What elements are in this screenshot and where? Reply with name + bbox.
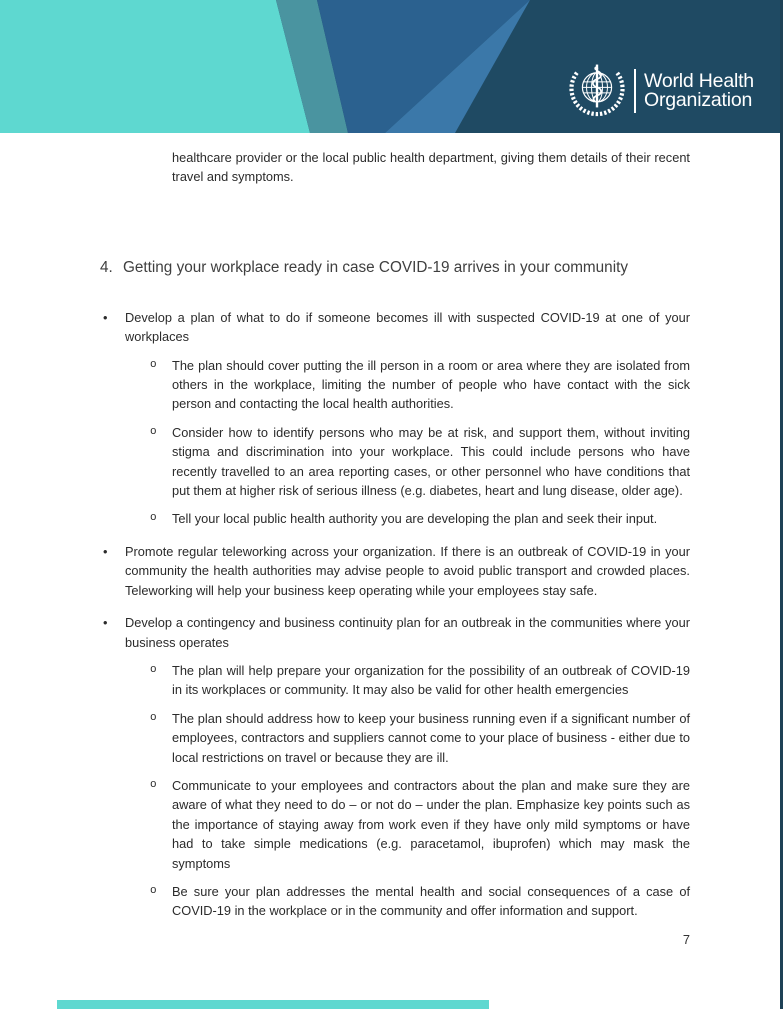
who-logo [566, 58, 754, 124]
sub-bullet-marker: o [150, 358, 157, 371]
bullet-text: Promote regular teleworking across your organization. If there is an outbreak of COVID-19 in your community the health authorities may advise people to avoid public transport and crowded places. Teleworking will help your business keep operating while your employees stay safe. [125, 543, 690, 598]
sub-bullet-text: Be sure your plan addresses the mental health and social consequences of a case of COVID-19 in the workplace or in the community and offer information and support. [172, 883, 690, 919]
sub-bullet-item [0, 356, 783, 414]
who-wordmark-line2: Organization [644, 89, 753, 111]
bullet-marker: • [103, 309, 108, 325]
sub-bullet-text: Consider how to identify persons who may be at risk, and support them, without inviting stigma and discrimination into your workplace. This could include persons who have recently travelled to an area reporting cases, or other personnel who have conditions that put them at higher risk of serious illness (e.g. diabetes, heart and lung disease, older age). [172, 424, 690, 499]
sub-bullet-marker: o [150, 512, 157, 525]
bullet-item [0, 613, 783, 652]
sub-bullet-item [0, 776, 783, 873]
sub-bullet-text: Tell your local public health authority you are developing the plan and seek their input. [172, 511, 658, 527]
who-wordmark-line1: World Health [644, 69, 754, 92]
section-heading [100, 257, 690, 279]
sub-bullet-marker: o [150, 425, 157, 438]
sub-bullet-marker: o [150, 663, 157, 676]
sub-bullet-text: The plan should address how to keep your business running even if a significant number of employees, contractors and suppliers cannot come to your place of business - either due to local restrictions on travel or because they are ill. [172, 710, 690, 765]
who-emblem-icon [566, 60, 628, 122]
footer-accent-bar [57, 1000, 489, 1009]
logo-divider [634, 69, 636, 113]
sub-bullet-item [0, 509, 783, 528]
page-number: 7 [682, 932, 690, 947]
bullet-item [0, 542, 783, 600]
sub-bullet-marker: o [150, 778, 157, 791]
sub-bullet-item [0, 661, 783, 700]
section-title: Getting your workplace ready in case COVID-19 arrives in your community [123, 258, 628, 276]
header-banner [0, 0, 783, 133]
intro-paragraph: healthcare provider or the local public health department, giving them details of their recent travel and symptoms. [172, 150, 690, 185]
section-number: 4. [100, 258, 113, 276]
sub-bullet-marker: o [150, 884, 157, 897]
sub-bullet-marker: o [150, 711, 157, 724]
sub-bullet-text: The plan should cover putting the ill person in a room or area where they are isolated from others in the workplace, limiting the number of people who have contact with the sick person and contacting the local health authorities. [172, 357, 690, 412]
sub-bullet-item [0, 423, 783, 501]
sub-bullet-item [0, 882, 783, 921]
bullet-item [0, 308, 783, 347]
sub-bullet-text: The plan will help prepare your organization for the possibility of an outbreak of COVID-19 in its workplaces or community. It may also be valid for other health emergencies [172, 662, 690, 698]
document-content [0, 133, 783, 921]
sub-bullet-text: Communicate to your employees and contractors about the plan and make sure they are aware of what they need to do – or not do – under the plan. Emphasize key points such as the importance of staying away from work even if they have only mild symptoms or have had to take simple medications (e.g. paracetamol, ibuprofen) which may mask the symptoms [172, 777, 690, 871]
bullet-text: Develop a plan of what to do if someone becomes ill with suspected COVID-19 at one of your workplaces [125, 309, 690, 345]
bullet-marker: • [103, 615, 108, 631]
who-wordmark [644, 69, 754, 111]
bullet-marker: • [103, 543, 108, 559]
sub-bullet-item [0, 709, 783, 767]
bullet-text: Develop a contingency and business continuity plan for an outbreak in the communities where your business operates [125, 615, 690, 650]
